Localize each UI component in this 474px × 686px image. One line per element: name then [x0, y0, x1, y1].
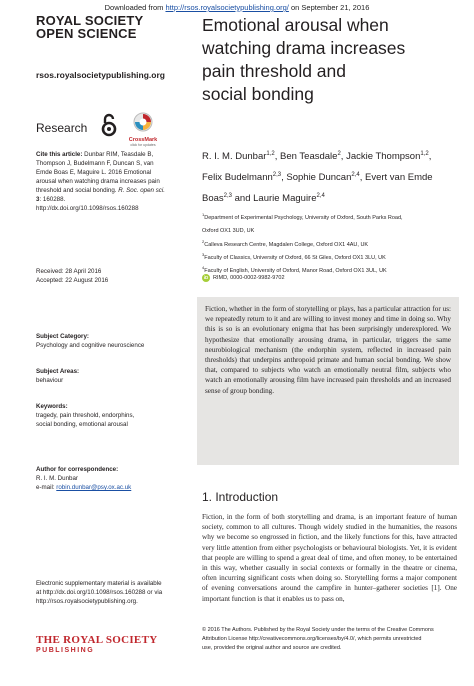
journal-name-line2: OPEN SCIENCE — [36, 26, 137, 41]
subject-areas-label: Subject Areas: — [36, 368, 80, 375]
author-name: and Laurie Maguire — [232, 193, 317, 205]
keywords-line: social bonding, emotional arousal — [36, 421, 128, 428]
esm-line: Electronic supplementary material is available — [36, 580, 162, 587]
keywords-block — [36, 402, 186, 429]
author-affiliation-ref: 1,2 — [266, 151, 275, 157]
correspondence-label: Author for correspondence: — [36, 466, 119, 473]
orcid-text: RIMD, 0000-0002-9982-9702 — [213, 275, 285, 281]
author-list: R. I. M. Dunbar$^{1,2}$, Ben Teasdale$^2$, Jackie Thompson$^{1,2}$, Felix Budelmann$^{2,3}$, Sophie Duncan$^{2,4}$, Evert van Emde Boas$^{2,3}$ and Laurie Maguire$^{2,4}$ — [202, 151, 433, 205]
author-name: , Ben Teasdale — [274, 151, 338, 163]
esm-line[interactable]: at http://dx.doi.org/10.1098/rsos.160288 or via — [36, 589, 163, 596]
correspondence-name: R. I. M. Dunbar — [36, 475, 78, 482]
download-url-link[interactable]: http://rsos.royalsocietypublishing.org/ — [165, 3, 289, 12]
cite-label: Cite this article: — [36, 151, 83, 158]
author-name: , Sophie Duncan — [281, 172, 352, 184]
author-affiliation-ref: 2 — [337, 151, 341, 157]
author-name: R. I. M. Dunbar — [202, 151, 267, 163]
license-line: use, provided the original author and source are credited. — [202, 645, 342, 651]
download-prefix: Downloaded from — [104, 3, 166, 12]
cite-line: Thompson J, Budelmann F, Duncan S, van — [36, 160, 154, 167]
accepted-date: Accepted: 22 August 2016 — [36, 277, 109, 284]
affiliation-item: $^4$Faculty of English, University of Oxford, Manor Road, Oxford OX1 3UL, UK — [202, 265, 387, 275]
abstract-text: Fiction, whether in the form of storytelling or plays, has a particular attraction for us: we repeatedly return to it and are willing to invest money and time in doing so. Why this is so is an evolutionary enigma that has been surprisingly underexplored. We hypothesize that emotionally arousing drama, in particular, triggers the same neurobiological mechanism (the endorphin system, reflected in increased pain thresholds) that underpins anthropoid primate and human social bonding. We show that, compared to subjects who watch an emotionally neutral film, subjects who watch an emotionally arousing film have increased pain thresholds and an increased sense of group bonding. — [205, 305, 451, 395]
journal-name — [36, 14, 143, 40]
author-name: Felix Budelmann — [202, 172, 273, 184]
cite-line-rest: Dunbar RIM, Teasdale B, — [84, 151, 154, 158]
logo-main-text: THE ROYAL SOCIETY — [36, 634, 158, 646]
title-line: pain threshold and — [202, 61, 346, 81]
author-name: Boas — [202, 193, 224, 205]
royal-society-publishing-logo — [36, 634, 186, 654]
subject-category-value: Psychology and cognitive neuroscience — [36, 342, 145, 349]
supplementary-material-block — [36, 579, 186, 606]
cite-line: Emde Boas E, Maguire L. 2016 Emotional — [36, 169, 152, 176]
correspondence-email-line — [36, 483, 186, 492]
subject-areas-value: behaviour — [36, 377, 64, 384]
open-access-icon — [100, 113, 118, 137]
correspondence-email-link[interactable]: robin.dunbar@psy.ox.ac.uk — [56, 484, 132, 491]
affiliation-list — [202, 210, 462, 277]
author-affiliation-ref: 2,3 — [272, 172, 282, 179]
logo-sub-text: PUBLISHING — [36, 647, 95, 654]
keywords-line: tragedy, pain threshold, endorphins, — [36, 412, 135, 419]
license-notice — [202, 626, 457, 653]
paper-title — [202, 14, 452, 106]
affiliation-item: $^2$Calleva Research Centre, Magdalen College, Oxford OX1 4AU, UK — [202, 238, 369, 248]
affiliation-item: $^1$Department of Experimental Psychology, University of Oxford, South Parks Road, — [202, 212, 403, 221]
cite-line: 3: 160288. — [36, 196, 66, 203]
orcid-line — [202, 274, 285, 282]
author-affiliation-ref: 2,3 — [223, 193, 232, 200]
crossmark-icon — [133, 112, 153, 132]
dates-block — [36, 267, 186, 285]
cite-line: arousal when watching drama increases pain — [36, 178, 160, 185]
subject-areas-block — [36, 367, 186, 385]
title-line: watching drama increases — [202, 38, 406, 58]
cite-doi[interactable]: http://dx.doi.org/10.1098/rsos.160288 — [36, 205, 139, 212]
section-label: Research — [36, 121, 88, 135]
cite-line — [36, 150, 186, 159]
section-heading-introduction: 1. Introduction — [202, 490, 279, 504]
subject-category-label: Subject Category: — [36, 333, 89, 340]
received-date: Received: 28 April 2016 — [36, 268, 102, 275]
download-banner — [0, 3, 474, 12]
keywords-label: Keywords: — [36, 403, 68, 410]
title-line: Emotional arousal when — [202, 15, 389, 35]
abstract-box — [197, 297, 459, 465]
title-line: social bonding — [202, 84, 314, 104]
license-line: © 2016 The Authors. Published by the Royal Society under the terms of the Creative Commons — [202, 627, 434, 633]
citation-block — [36, 150, 186, 213]
author-name: , Jackie Thompson — [340, 151, 421, 163]
cite-line: threshold and social bonding. R. Soc. open sci. — [36, 187, 165, 194]
author-affiliation-ref: 2,4 — [351, 172, 360, 179]
crossmark-badge[interactable] — [123, 112, 163, 146]
affiliation-item: $^3$Faculty of Classics, University of Oxford, 66 St Giles, Oxford OX1 3LU, UK — [202, 251, 386, 261]
author-name: , Evert van Emde — [359, 172, 433, 184]
introduction-text: Fiction, in the form of both storytelling and drama, is an important feature of human society, common to all cultures. Though widely studied in the humanities, the reasons why we become so engrossed in fiction, and the likely functions for this, have attracted very little attention from either psychologists or behavioural biologists. Yet, it is evident that people are willing to spend a great deal of time, and often money, to be entertained in this way, whether casually in social contexts or formally in the theatre or cinema, often incurring significant costs when doing so. Storytelling forms a major component of evening conversations around the campfire in hunter–gatherer societies [1]. One important function is that it enables us to pass on, — [202, 513, 457, 603]
affiliation-item: Oxford OX1 3UD, UK — [202, 228, 255, 235]
author-affiliation-ref: 1,2 — [420, 151, 429, 157]
esm-line[interactable]: http://rsos.royalsocietypublishing.org. — [36, 598, 138, 605]
subject-category-block — [36, 332, 186, 350]
journal-url[interactable]: rsos.royalsocietypublishing.org — [36, 70, 165, 80]
crossmark-label: CrossMark — [128, 137, 158, 143]
correspondence-block — [36, 465, 186, 492]
journal-name-line1: ROYAL SOCIETY — [36, 13, 144, 28]
download-suffix: on September 21, 2016 — [288, 3, 370, 12]
orcid-icon[interactable]: iD — [203, 275, 209, 280]
author-affiliation-ref: 2,4 — [316, 193, 325, 200]
license-line[interactable]: Attribution License http://creativecommons.org/licenses/by/4.0/, which permits unrestricted — [202, 636, 422, 642]
crossmark-sub: click for updates — [130, 143, 156, 147]
email-prefix: e-mail: — [36, 484, 57, 491]
